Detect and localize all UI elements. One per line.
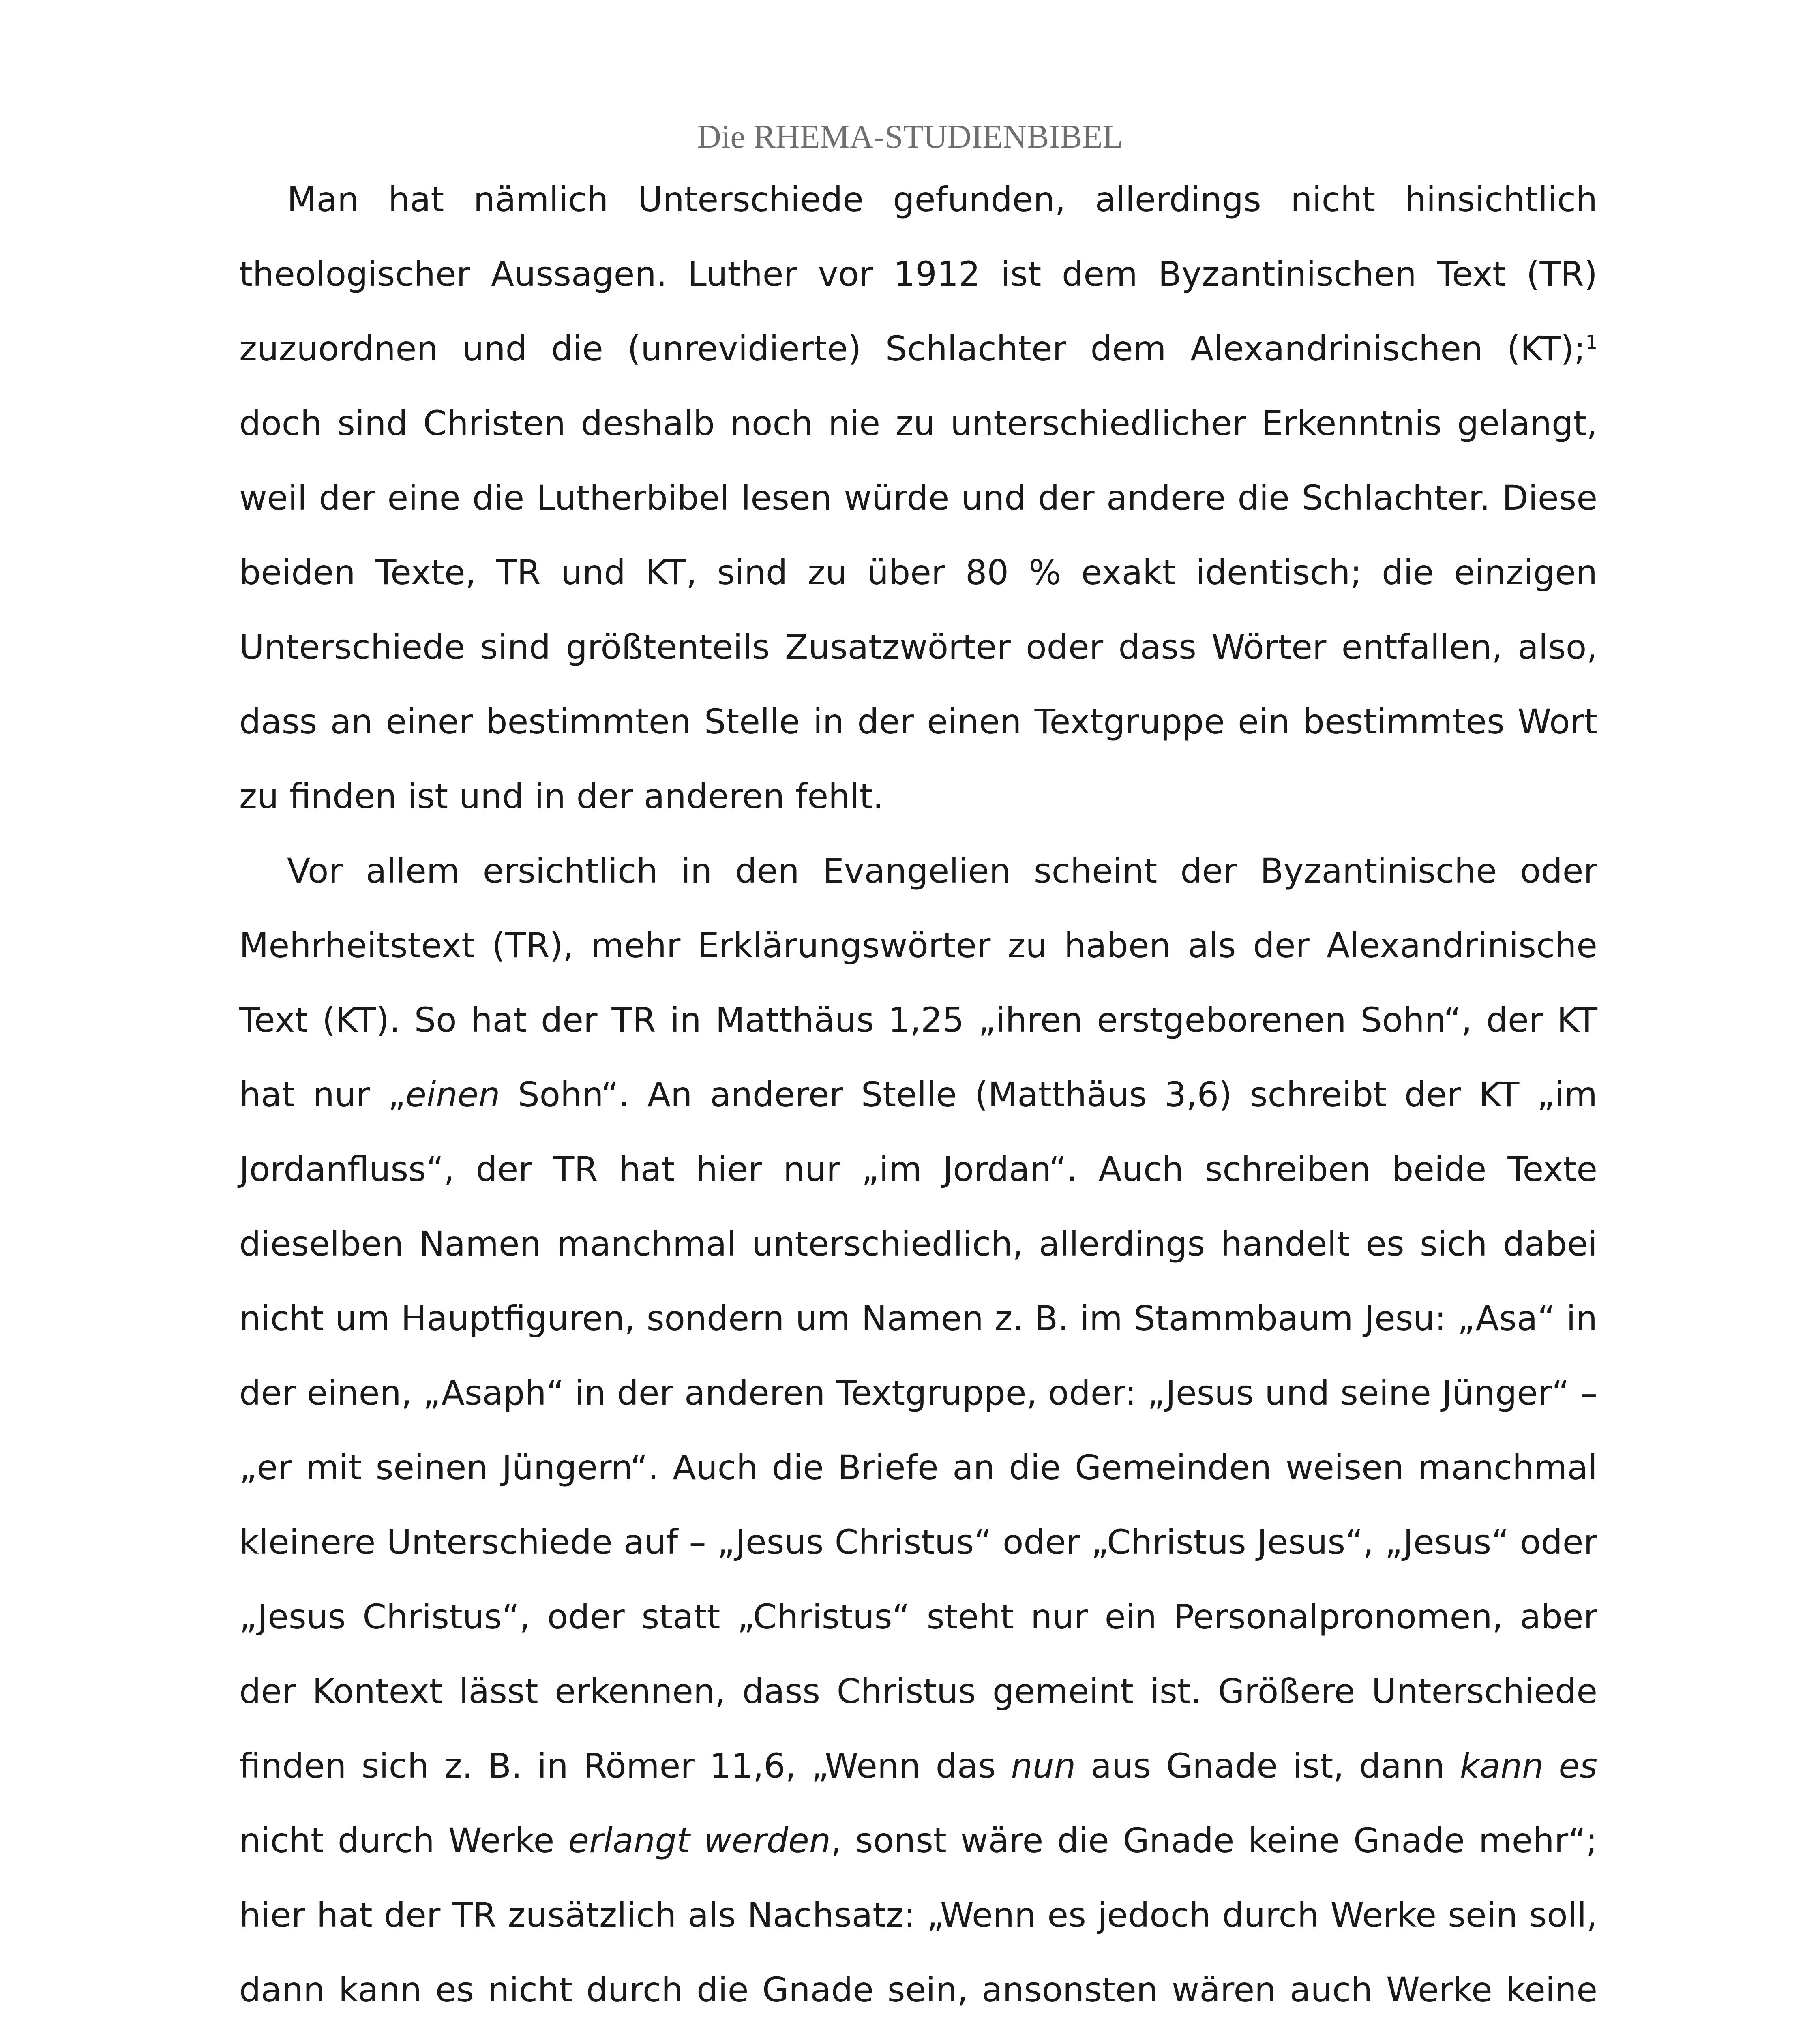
text-run: Man hat nämlich Unterschiede gefunden, allerdings nicht hinsichtlich theologischer Aussagen. Luther vor 1912 ist dem Byzantinischen Text (TR) zuzuordnen und die (unrevidierte) Schlachter dem Alexandrinischen (KT);: [239, 180, 1597, 369]
body-text: [239, 162, 1597, 2027]
running-header: Die RHEMA-STUDIENBIBEL: [697, 118, 1123, 155]
footnote-reference: 1: [1585, 331, 1597, 353]
italic-text: kann es: [1460, 1746, 1597, 1786]
paragraph-1: [239, 162, 1597, 834]
italic-text: erlangt werden: [568, 1821, 831, 1860]
text-run: Sohn“. An anderer Stelle (Matthäus 3,6) schreibt der KT „im Jordanfluss“, der TR hat hier nur „im Jordan“. Auch schreiben beide Texte dieselben Namen manchmal unterschiedlich, allerdings handelt es sich dabei nicht um Hauptfiguren, sondern um Namen z. B. im Stammbaum Jesu: „Asa“ in der einen, „Asaph“ in der anderen Textgruppe, oder: „Jesus und seine Jünger“ – „er mit seinen Jüngern“. Auch die Briefe an die Gemeinden weisen manchmal kleinere Unterschiede auf – „Jesus Christus“ oder „Christus Jesus“, „Jesus“ oder „Jesus Christus“, oder statt „Christus“ steht nur ein Personalpronomen, aber der Kontext lässt erkennen, dass Christus gemeint ist. Größere Unterschiede finden sich z. B. in Römer 11,6, „Wenn das: [239, 1075, 1597, 1786]
italic-text: einen: [405, 1075, 500, 1114]
italic-text: nun: [1011, 1746, 1076, 1786]
text-run: nicht durch Werke: [239, 1821, 568, 1860]
text-run: , sonst wäre die Gnade keine Gnade mehr“; hier hat der TR zusätzlich als Nachsatz: „Wenn es jedoch durch Werke sein soll, dann kann es nicht durch die Gnade sein, ansonsten wären auch Werke keine: [239, 1821, 1597, 2010]
text-run: doch sind Christen deshalb noch nie zu unterschiedlicher Erkenntnis gelangt, weil der eine die Lutherbibel lesen würde und der andere die Schlachter. Diese beiden Texte, TR und KT, sind zu über 80 % exakt identisch; die einzigen Unterschiede sind größtenteils Zusatzwörter oder dass Wörter entfallen, also, dass an einer bestimmten Stelle in der einen Textgruppe ein bestimmtes Wort zu finden ist und in der anderen fehlt.: [239, 403, 1597, 816]
text-run: Vor allem ersichtlich in den Evangelien scheint der Byzantinische oder Mehrheitstext (TR), mehr Erklärungswörter zu haben als der Alexandrinische Text (KT). So hat der TR in Matthäus 1,25 „ihren erstgeborenen Sohn“, der KT hat nur „: [239, 851, 1597, 1114]
paragraph-2: [239, 834, 1597, 2027]
text-run: aus Gnade ist, dann: [1076, 1746, 1460, 1786]
